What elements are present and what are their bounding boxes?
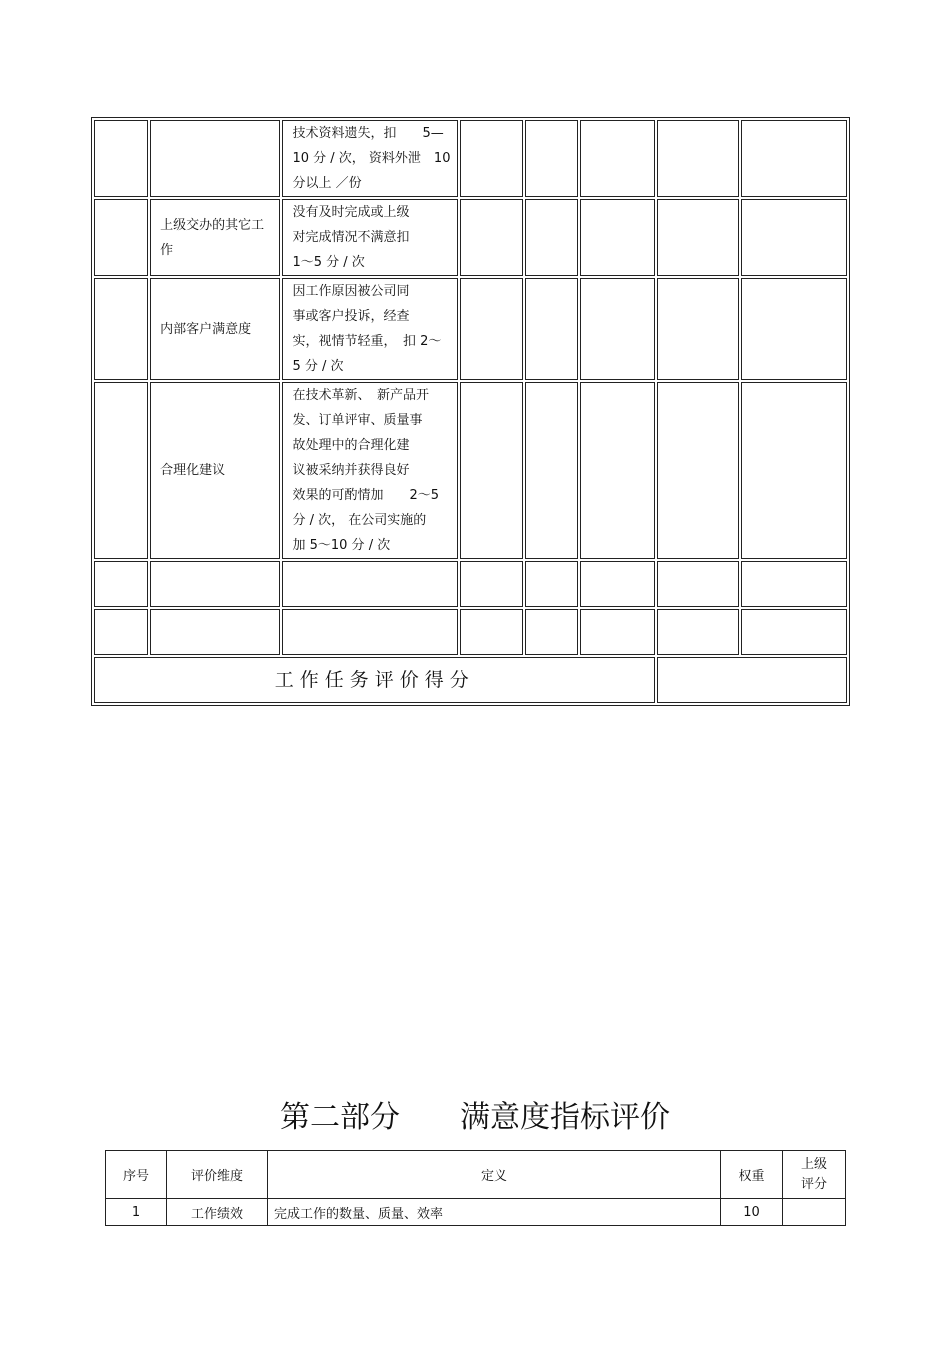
cell-item [150, 609, 280, 655]
cell-col5 [525, 609, 578, 655]
summary-value[interactable] [657, 657, 847, 703]
header-seq: 序号 [106, 1151, 167, 1199]
cell-criteria [282, 609, 457, 655]
cell-seq [94, 120, 148, 197]
cell-col5 [525, 120, 578, 197]
cell-col5 [525, 382, 578, 559]
cell-col6 [580, 199, 655, 276]
cell-col7 [657, 120, 738, 197]
cell-criteria [282, 199, 457, 276]
criteria-line: 故处理中的合理化建 [292, 438, 410, 453]
header-superior-line2: 评分 [800, 1176, 827, 1192]
cell-col6 [580, 120, 655, 197]
cell-col8 [741, 278, 847, 380]
cell-col4 [460, 120, 523, 197]
criteria-line: 加 5～10 分 / 次 [292, 538, 391, 553]
section-title: 第二部分 满意度指标评价 [280, 1100, 670, 1135]
cell-dimension: 工作绩效 [167, 1199, 268, 1226]
summary-label: 工作任务评价得分 [94, 657, 655, 703]
table-row [94, 199, 847, 276]
cell-seq [94, 382, 148, 559]
criteria-line: 分以上 ／份 [292, 176, 362, 191]
cell-item [150, 561, 280, 607]
criteria-line: 10 分 / 次， 资料外泄 10 [292, 151, 451, 166]
item-label: 内部客户满意度 [160, 321, 252, 337]
header-definition: 定义 [268, 1151, 721, 1199]
table-row [106, 1199, 846, 1226]
criteria-line: 事或客户投诉，经查 [292, 309, 410, 324]
header-weight: 权重 [721, 1151, 783, 1199]
table-row [94, 120, 847, 197]
cell-col8 [741, 382, 847, 559]
item-label: 上级交办的其它工作 [160, 217, 265, 258]
criteria-line: 因工作原因被公司同 [292, 284, 410, 299]
item-label: 合理化建议 [160, 463, 226, 478]
cell-col4 [460, 199, 523, 276]
cell-col5 [525, 278, 578, 380]
cell-item [150, 120, 280, 197]
header-superior-line1: 上级 [800, 1156, 827, 1172]
cell-item [150, 278, 280, 380]
criteria-line: 发、订单评审、质量事 [292, 413, 423, 428]
cell-col8 [741, 561, 847, 607]
cell-col6 [580, 382, 655, 559]
cell-col4 [460, 382, 523, 559]
cell-seq [94, 609, 148, 655]
criteria-line: 5 分 / 次 [292, 359, 344, 374]
cell-col7 [657, 382, 738, 559]
cell-item [150, 199, 280, 276]
cell-definition: 完成工作的数量、质量、效率 [268, 1199, 721, 1226]
cell-col4 [460, 561, 523, 607]
criteria-line: 分 / 次， 在公司实施的 [292, 513, 427, 528]
cell-criteria [282, 120, 457, 197]
criteria-line: 在技术革新、 新产品开 [292, 388, 429, 403]
cell-col5 [525, 199, 578, 276]
table-row [94, 561, 847, 607]
cell-col4 [460, 278, 523, 380]
criteria-line: 实，视情节轻重， 扣 2～ [292, 334, 442, 349]
criteria-line: 效果的可酌情加 2～5 [292, 488, 440, 503]
cell-col7 [657, 278, 738, 380]
cell-col8 [741, 609, 847, 655]
cell-col5 [525, 561, 578, 607]
cell-superior-score[interactable] [783, 1199, 846, 1226]
summary-row [94, 657, 847, 703]
cell-col8 [741, 120, 847, 197]
criteria-line: 1～5 分 / 次 [292, 255, 365, 270]
table-row [94, 278, 847, 380]
cell-col6 [580, 278, 655, 380]
criteria-line: 对完成情况不满意扣 [292, 230, 410, 245]
criteria-line: 议被采纳并获得良好 [292, 463, 410, 478]
cell-col7 [657, 561, 738, 607]
cell-col8 [741, 199, 847, 276]
table-header-row [106, 1151, 846, 1199]
header-dimension: 评价维度 [167, 1151, 268, 1199]
cell-seq: 1 [106, 1199, 167, 1226]
cell-col6 [580, 561, 655, 607]
criteria-line: 没有及时完成或上级 [292, 205, 410, 220]
table-row [94, 382, 847, 559]
cell-col4 [460, 609, 523, 655]
cell-criteria [282, 382, 457, 559]
cell-seq [94, 199, 148, 276]
header-superior-score [783, 1151, 846, 1199]
criteria-line: 技术资料遗失，扣 5— [292, 126, 444, 141]
evaluation-table-part1 [91, 117, 850, 706]
cell-col6 [580, 609, 655, 655]
cell-criteria [282, 561, 457, 607]
cell-weight: 10 [721, 1199, 783, 1226]
cell-seq [94, 278, 148, 380]
satisfaction-table [105, 1150, 846, 1226]
cell-item [150, 382, 280, 559]
cell-seq [94, 561, 148, 607]
cell-col7 [657, 199, 738, 276]
cell-col7 [657, 609, 738, 655]
table-row [94, 609, 847, 655]
cell-criteria [282, 278, 457, 380]
